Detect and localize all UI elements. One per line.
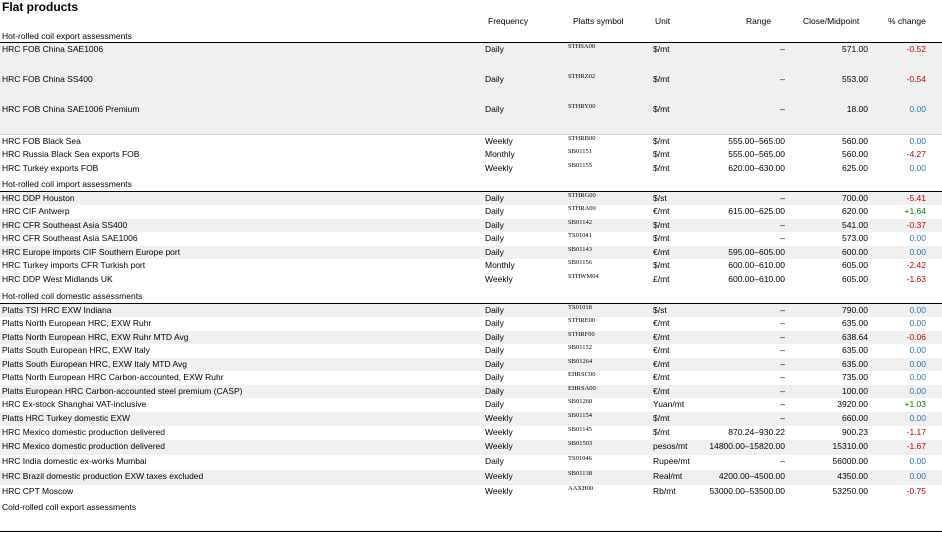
symbol-cell: SB01260 — [568, 398, 593, 405]
change-cell: -2.42 — [906, 260, 926, 270]
close-cell: 625.00 — [842, 163, 868, 173]
change-cell: 0.00 — [909, 104, 926, 114]
table-row — [0, 103, 942, 134]
close-cell: 553.00 — [842, 74, 868, 84]
unit-cell: $/mt — [653, 427, 670, 437]
range-cell: – — [780, 386, 785, 396]
assessment-name: HRC Turkey exports FOB — [2, 163, 99, 173]
header-change: % change — [888, 16, 926, 26]
unit-cell: Yuan/mt — [653, 399, 685, 409]
frequency-cell: Daily — [485, 74, 504, 84]
close-cell: 638.64 — [842, 332, 868, 342]
table-row — [0, 426, 942, 440]
symbol-cell: STHWM04 — [568, 273, 599, 280]
page-title: Flat products — [2, 0, 79, 14]
section-label: Hot-rolled coil import assessments — [2, 179, 132, 189]
symbol-cell: TS01041 — [568, 232, 592, 239]
table-row — [0, 304, 942, 317]
close-cell: 15310.00 — [832, 441, 868, 451]
assessment-name: HRC CFR Southeast Asia SAE1006 — [2, 233, 138, 243]
symbol-cell: STHRG00 — [568, 192, 596, 199]
symbol-cell: SB01155 — [568, 162, 592, 169]
close-cell: 560.00 — [842, 136, 868, 146]
range-cell: – — [780, 413, 785, 423]
change-cell: 0.00 — [909, 136, 926, 146]
table-row — [0, 385, 942, 398]
section-label: Cold-rolled coil export assessments — [2, 502, 137, 512]
unit-cell: €/mt — [653, 247, 670, 257]
unit-cell: $/mt — [653, 413, 670, 423]
change-cell: -4.27 — [906, 149, 926, 159]
close-cell: 605.00 — [842, 260, 868, 270]
range-cell: – — [780, 74, 785, 84]
symbol-cell: SB01138 — [568, 470, 592, 477]
table-row — [0, 412, 942, 426]
table-row — [0, 43, 942, 73]
assessment-name: HRC Russia Black Sea exports FOB — [2, 149, 140, 159]
unit-cell: pesos/mt — [653, 441, 688, 451]
frequency-cell: Daily — [485, 305, 504, 315]
unit-cell: $/mt — [653, 220, 670, 230]
change-cell: -0.75 — [906, 486, 926, 496]
section-label: Hot-rolled coil domestic assessments — [2, 291, 143, 301]
assessment-name: HRC Brazil domestic production EXW taxes excluded — [2, 471, 204, 481]
assessment-name: HRC FOB China SAE1006 Premium — [2, 104, 140, 114]
change-cell: 0.00 — [909, 163, 926, 173]
frequency-cell: Daily — [485, 345, 504, 355]
close-cell: 620.00 — [842, 206, 868, 216]
range-cell: 595.00–605.00 — [728, 247, 785, 257]
change-cell: 0.00 — [909, 456, 926, 466]
frequency-cell: Daily — [485, 206, 504, 216]
table-row — [0, 232, 942, 246]
close-cell: 635.00 — [842, 345, 868, 355]
symbol-cell: STHRA00 — [568, 205, 596, 212]
assessment-name: HRC CIF Antwerp — [2, 206, 70, 216]
close-cell: 53250.00 — [832, 486, 868, 496]
change-cell: 0.00 — [909, 233, 926, 243]
frequency-cell: Daily — [485, 104, 504, 114]
change-cell: +1.64 — [904, 206, 926, 216]
symbol-cell: STHSA00 — [568, 43, 596, 50]
assessment-name: HRC DDP West Midlands UK — [2, 274, 113, 284]
frequency-cell: Daily — [485, 386, 504, 396]
unit-cell: $/mt — [653, 74, 670, 84]
frequency-cell: Weekly — [485, 427, 513, 437]
range-cell: 4200.00–4500.00 — [718, 471, 785, 481]
header-close: Close/Midpoint — [803, 16, 860, 26]
assessment-name: HRC CFR Southeast Asia SS400 — [2, 220, 128, 230]
change-cell: -0.06 — [906, 332, 926, 342]
range-cell: 615.00–625.00 — [728, 206, 785, 216]
range-cell: 870.24–930.22 — [728, 427, 785, 437]
close-cell: 56000.00 — [832, 456, 868, 466]
range-cell: – — [780, 44, 785, 54]
unit-cell: €/mt — [653, 332, 670, 342]
frequency-cell: Daily — [485, 332, 504, 342]
frequency-cell: Weekly — [485, 471, 513, 481]
symbol-cell: SB01151 — [568, 148, 592, 155]
change-cell: 0.00 — [909, 305, 926, 315]
table-row — [0, 192, 942, 205]
assessment-name: Platts South European HRC, EXW Italy — [2, 345, 150, 355]
close-cell: 735.00 — [842, 372, 868, 382]
change-cell: +1.03 — [904, 399, 926, 409]
symbol-cell: SB01143 — [568, 246, 592, 253]
table-row — [0, 398, 942, 412]
frequency-cell: Daily — [485, 456, 504, 466]
unit-cell: Real/mt — [653, 471, 683, 481]
change-cell: 0.00 — [909, 247, 926, 257]
symbol-cell: STHRZ02 — [568, 73, 596, 80]
close-cell: 541.00 — [842, 220, 868, 230]
symbol-cell: EHRSA00 — [568, 385, 596, 392]
close-cell: 700.00 — [842, 193, 868, 203]
range-cell: 600.00–610.00 — [728, 274, 785, 284]
frequency-cell: Weekly — [485, 163, 513, 173]
close-cell: 100.00 — [842, 386, 868, 396]
frequency-cell: Weekly — [485, 441, 513, 451]
unit-cell: $/mt — [653, 44, 670, 54]
change-cell: -0.37 — [906, 220, 926, 230]
header-range: Range — [746, 16, 772, 26]
header-symbol: Platts symbol — [573, 16, 624, 26]
assessment-name: Platts North European HRC Carbon-accounted, EXW Ruhr — [2, 372, 224, 382]
assessment-name: HRC Ex-stock Shanghai VAT-inclusive — [2, 399, 147, 409]
range-cell: 600.00–610.00 — [728, 260, 785, 270]
symbol-cell: STHRY00 — [568, 103, 596, 110]
symbol-cell: SB01503 — [568, 440, 593, 447]
change-cell: 0.00 — [909, 372, 926, 382]
assessment-name: HRC CPT Moscow — [2, 486, 74, 496]
symbol-cell: STHRB00 — [568, 135, 596, 142]
range-cell: – — [780, 399, 785, 409]
range-cell: 53000.00–53500.00 — [709, 486, 785, 496]
frequency-cell: Daily — [485, 193, 504, 203]
symbol-cell: SB01145 — [568, 426, 592, 433]
frequency-cell: Daily — [485, 372, 504, 382]
unit-cell: $/mt — [653, 233, 670, 243]
unit-cell: €/mt — [653, 386, 670, 396]
range-cell: 555.00–565.00 — [728, 149, 785, 159]
table-row — [0, 73, 942, 103]
change-cell: 0.00 — [909, 413, 926, 423]
symbol-cell: STHRF00 — [568, 331, 595, 338]
change-cell: -1.63 — [906, 274, 926, 284]
frequency-cell: Weekly — [485, 486, 513, 496]
symbol-cell: SB01156 — [568, 259, 592, 266]
close-cell: 635.00 — [842, 359, 868, 369]
frequency-cell: Daily — [485, 44, 504, 54]
frequency-cell: Daily — [485, 247, 504, 257]
close-cell: 4350.00 — [837, 471, 868, 481]
frequency-cell: Monthly — [485, 149, 515, 159]
unit-cell: €/mt — [653, 345, 670, 355]
range-cell: – — [780, 305, 785, 315]
unit-cell: €/mt — [653, 318, 670, 328]
assessment-name: HRC FOB China SAE1006 — [2, 44, 104, 54]
symbol-cell: SB01142 — [568, 219, 592, 226]
range-cell: – — [780, 220, 785, 230]
frequency-cell: Daily — [485, 220, 504, 230]
range-cell: 14800.00–15820.00 — [709, 441, 785, 451]
header-frequency: Frequency — [488, 16, 529, 26]
close-cell: 573.00 — [842, 233, 868, 243]
table-row — [0, 259, 942, 273]
range-cell: – — [780, 104, 785, 114]
symbol-cell: SB01152 — [568, 344, 592, 351]
table-row — [0, 135, 942, 148]
unit-cell: $/mt — [653, 104, 670, 114]
symbol-cell: SB01154 — [568, 412, 592, 419]
table-row — [0, 470, 942, 485]
frequency-cell: Monthly — [485, 260, 515, 270]
range-cell: 620.00–630.00 — [728, 163, 785, 173]
range-cell: – — [780, 372, 785, 382]
section-label: Hot-rolled coil export assessments — [2, 31, 132, 41]
assessment-name: Platts North European HRC, EXW Ruhr MTD Avg — [2, 332, 189, 342]
close-cell: 900.23 — [842, 427, 868, 437]
symbol-cell: STHRE00 — [568, 317, 596, 324]
change-cell: 0.00 — [909, 345, 926, 355]
symbol-cell: AAXH00 — [568, 485, 594, 492]
unit-cell: $/mt — [653, 149, 670, 159]
table-row — [0, 246, 942, 259]
header-unit: Unit — [655, 16, 671, 26]
change-cell: 0.00 — [909, 318, 926, 328]
assessment-name: HRC India domestic ex-works Mumbai — [2, 456, 147, 466]
frequency-cell: Daily — [485, 399, 504, 409]
assessment-name: Platts European HRC Carbon-accounted steel premium (CASP) — [2, 386, 243, 396]
table-row — [0, 273, 942, 288]
frequency-cell: Daily — [485, 233, 504, 243]
symbol-cell: SB01264 — [568, 358, 593, 365]
table-row — [0, 205, 942, 219]
assessment-name: HRC Turkey imports CFR Turkish port — [2, 260, 146, 270]
range-cell: 555.00–565.00 — [728, 136, 785, 146]
symbol-cell: TS01046 — [568, 455, 592, 462]
change-cell: 0.00 — [909, 359, 926, 369]
unit-cell: $/mt — [653, 163, 670, 173]
table-row — [0, 219, 942, 232]
assessment-name: Platts TSI HRC EXW Indiana — [2, 305, 112, 315]
table-row — [0, 358, 942, 371]
unit-cell: €/mt — [653, 206, 670, 216]
change-cell: -1.17 — [906, 427, 926, 437]
symbol-cell: TS01018 — [568, 304, 592, 311]
frequency-cell: Daily — [485, 318, 504, 328]
unit-cell: $/st — [653, 193, 667, 203]
frequency-cell: Daily — [485, 359, 504, 369]
close-cell: 790.00 — [842, 305, 868, 315]
change-cell: -1.67 — [906, 441, 926, 451]
assessment-name: Platts HRC Turkey domestic EXW — [2, 413, 131, 423]
assessment-name: HRC Mexico domestic production delivered — [2, 441, 165, 451]
close-cell: 600.00 — [842, 247, 868, 257]
assessment-name: HRC Mexico domestic production delivered — [2, 427, 165, 437]
close-cell: 635.00 — [842, 318, 868, 328]
close-cell: 18.00 — [846, 104, 868, 114]
assessment-name: HRC Europe imports CIF Southern Europe port — [2, 247, 181, 257]
frequency-cell: Weekly — [485, 274, 513, 284]
close-cell: 660.00 — [842, 413, 868, 423]
change-cell: -0.54 — [906, 74, 926, 84]
table-row — [0, 331, 942, 344]
unit-cell: €/mt — [653, 372, 670, 382]
unit-cell: £/mt — [653, 274, 670, 284]
unit-cell: €/mt — [653, 359, 670, 369]
range-cell: – — [780, 193, 785, 203]
range-cell: – — [780, 318, 785, 328]
assessment-name: HRC FOB Black Sea — [2, 136, 81, 146]
unit-cell: $/mt — [653, 260, 670, 270]
range-cell: – — [780, 345, 785, 355]
range-cell: – — [780, 359, 785, 369]
table-row — [0, 371, 942, 385]
table-bottom-border — [0, 531, 942, 532]
table-row — [0, 162, 942, 176]
change-cell: 0.00 — [909, 471, 926, 481]
range-cell: – — [780, 456, 785, 466]
table-row — [0, 485, 942, 499]
range-cell: – — [780, 332, 785, 342]
table-row — [0, 344, 942, 358]
table-row — [0, 455, 942, 470]
close-cell: 560.00 — [842, 149, 868, 159]
table-row — [0, 317, 942, 331]
close-cell: 571.00 — [842, 44, 868, 54]
range-cell: – — [780, 233, 785, 243]
unit-cell: Rb/mt — [653, 486, 676, 496]
assessment-name: HRC DDP Houston — [2, 193, 75, 203]
close-cell: 605.00 — [842, 274, 868, 284]
change-cell: -0.52 — [906, 44, 926, 54]
unit-cell: Rupee/mt — [653, 456, 690, 466]
close-cell: 3920.00 — [837, 399, 868, 409]
unit-cell: $/mt — [653, 136, 670, 146]
change-cell: 0.00 — [909, 386, 926, 396]
symbol-cell: EHRSC00 — [568, 371, 596, 378]
change-cell: -5.41 — [906, 193, 926, 203]
assessment-name: Platts North European HRC, EXW Ruhr — [2, 318, 152, 328]
assessment-name: Platts South European HRC, EXW Italy MTD Avg — [2, 359, 188, 369]
table-row — [0, 148, 942, 162]
frequency-cell: Weekly — [485, 136, 513, 146]
frequency-cell: Weekly — [485, 413, 513, 423]
table-row — [0, 440, 942, 455]
assessment-name: HRC FOB China SS400 — [2, 74, 93, 84]
unit-cell: $/st — [653, 305, 667, 315]
